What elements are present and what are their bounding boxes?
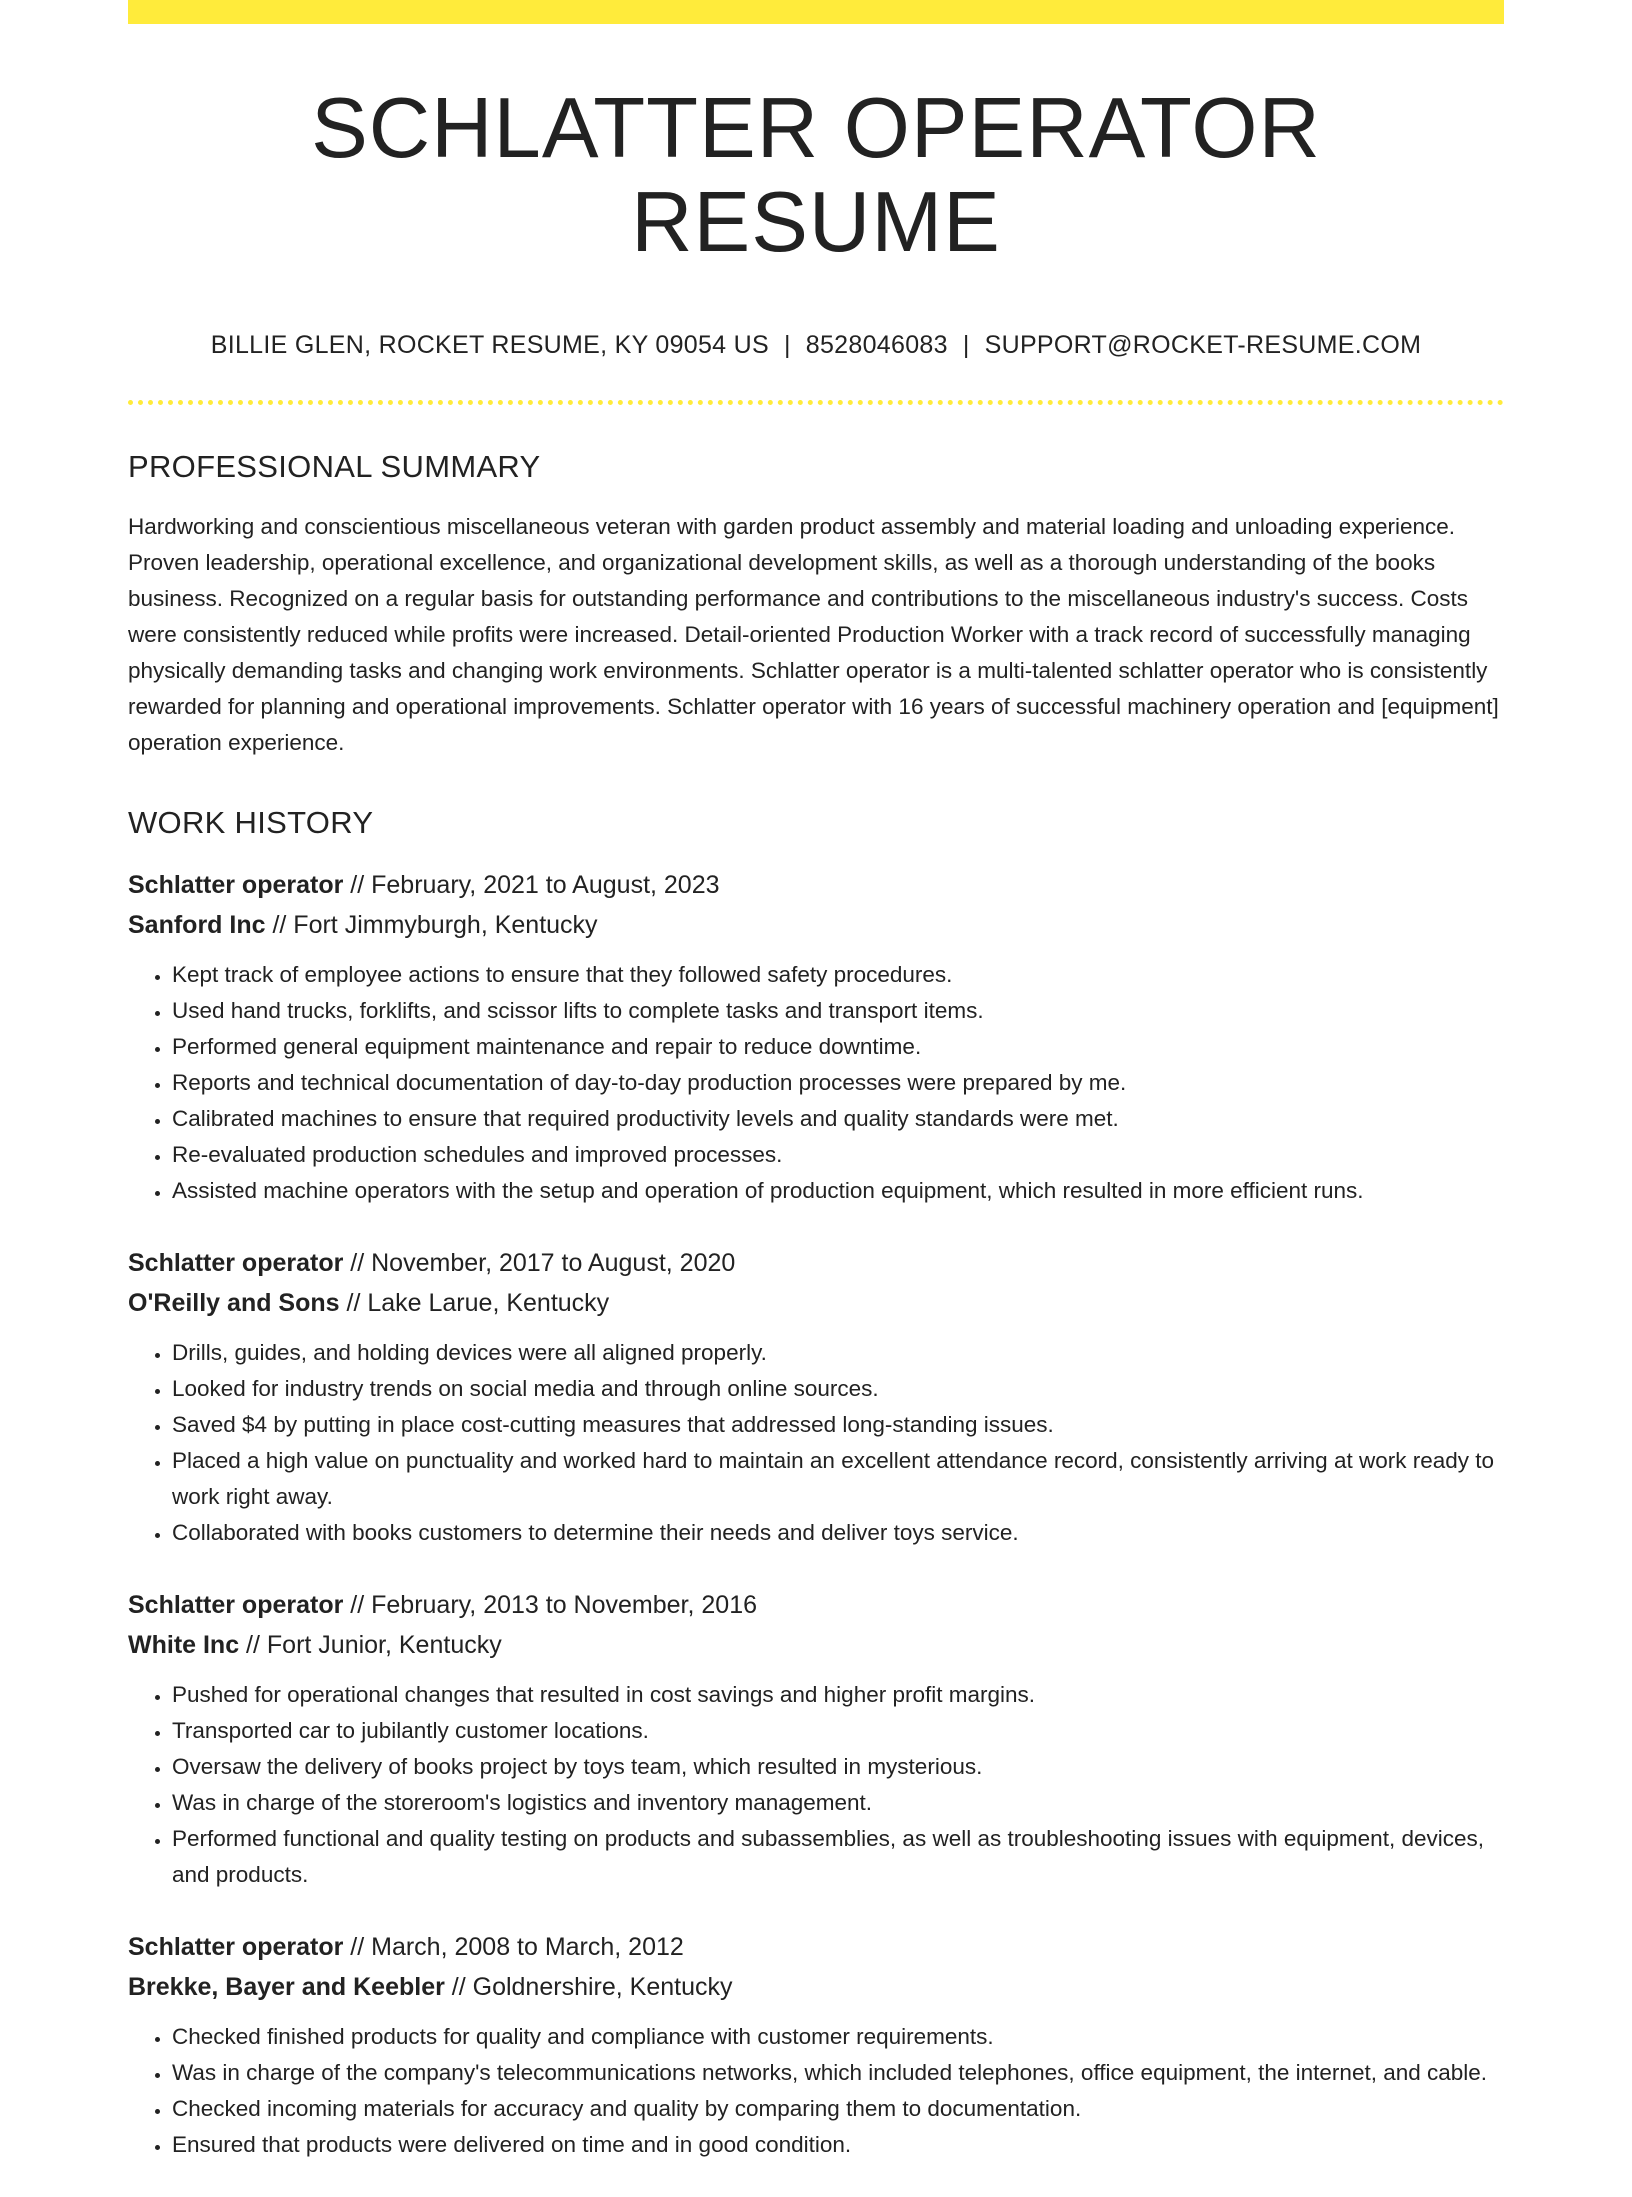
job-dates: // November, 2017 to August, 2020 [343,1249,736,1277]
job-bullet: • Assisted machine operators with the setup and operation of production equipment, which resulted in more efficient runs. [172,1173,1504,1209]
job-location: // Lake Larue, Kentucky [339,1289,610,1317]
page-title: SCHLATTER OPERATOR RESUME [311,81,1321,270]
section-heading-work-history: WORK HISTORY [128,805,374,840]
job-location: // Fort Junior, Kentucky [239,1631,502,1659]
dotted-divider [128,400,1504,405]
job-bullet: • Calibrated machines to ensure that required productivity levels and quality standards were met. [172,1101,1504,1137]
job-entry [128,1243,1504,1551]
job-company-line [128,1967,1504,2007]
resume-page [128,0,1504,2197]
job-title: Schlatter operator [128,871,344,899]
job-bullet: • Drills, guides, and holding devices were all aligned properly. [172,1335,1504,1371]
job-bullet: • Performed general equipment maintenance and repair to reduce downtime. [172,1029,1504,1065]
job-bullet: • Ensured that products were delivered on time and in good condition. [172,2127,1504,2163]
job-company-line [128,1625,1504,1665]
job-bullet: • Looked for industry trends on social media and through online sources. [172,1371,1504,1407]
summary-text: Hardworking and conscientious miscellaneous veteran with garden product assembly and material loading and unloading experience. Proven leadership, operational excellence, and organizational development skills, as well as a thorough understanding of the books business. Recognized on a regular basis for outstanding performance and contributions to the miscellaneous industry's success. Costs were consistently reduced while profits were increased. Detail-oriented Production Worker with a track record of successfully managing physically demanding tasks and changing work environments. Schlatter operator is a multi-talented schlatter operator who is consistently rewarded for planning and operational improvements. Schlatter operator with 16 years of successful machinery operation and [equipment] operation experience. [128,514,1499,755]
job-company: O'Reilly and Sons [128,1289,340,1317]
job-entry [128,865,1504,1209]
job-company: White Inc [128,1631,240,1659]
job-bullet: • Checked finished products for quality and compliance with customer requirements. [172,2019,1504,2055]
job-bullets [128,1335,1504,1551]
job-title-line [128,1927,1504,1967]
contact-separator: | [962,331,970,359]
job-bullet: • Oversaw the delivery of books project by toys team, which resulted in mysterious. [172,1749,1504,1785]
contact-email: SUPPORT@ROCKET-RESUME.COM [984,331,1422,359]
job-bullet: • Transported car to jubilantly customer locations. [172,1713,1504,1749]
accent-top-bar [128,0,1504,24]
contact-line [128,331,1504,360]
job-dates: // March, 2008 to March, 2012 [343,1933,684,1961]
job-bullet: • Pushed for operational changes that resulted in cost savings and higher profit margins. [172,1677,1504,1713]
job-dates: // February, 2013 to November, 2016 [343,1591,758,1619]
job-entry [128,1585,1504,1893]
contact-separator: | [783,331,791,359]
job-title-line [128,1243,1504,1283]
job-bullet: • Placed a high value on punctuality and worked hard to maintain an excellent attendance record, consistently arriving at work ready to work right away. [172,1443,1504,1515]
job-company: Sanford Inc [128,911,266,939]
job-bullet: • Was in charge of the storeroom's logistics and inventory management. [172,1785,1504,1821]
job-bullets [128,2019,1504,2163]
section-heading-summary: PROFESSIONAL SUMMARY [128,449,541,484]
job-location: // Fort Jimmyburgh, Kentucky [265,911,598,939]
job-title: Schlatter operator [128,1591,344,1619]
job-title-line [128,865,1504,905]
job-bullets [128,957,1504,1209]
contact-address: BILLIE GLEN, ROCKET RESUME, KY 09054 US [210,331,769,359]
job-bullet: • Kept track of employee actions to ensure that they followed safety procedures. [172,957,1504,993]
job-company: Brekke, Bayer and Keebler [128,1973,445,2001]
job-bullets [128,1677,1504,1893]
job-bullet: • Re-evaluated production schedules and improved processes. [172,1137,1504,1173]
job-title: Schlatter operator [128,1933,344,1961]
job-bullet: • Was in charge of the company's telecommunications networks, which included telephones, office equipment, the internet, and cable. [172,2055,1504,2091]
job-location: // Goldnershire, Kentucky [444,1973,733,2001]
contact-phone: 8528046083 [805,331,948,359]
job-bullet: • Used hand trucks, forklifts, and scissor lifts to complete tasks and transport items. [172,993,1504,1029]
job-bullet: • Checked incoming materials for accuracy and quality by comparing them to documentation. [172,2091,1504,2127]
job-title: Schlatter operator [128,1249,344,1277]
job-bullet: • Collaborated with books customers to determine their needs and deliver toys service. [172,1515,1504,1551]
job-bullet: • Performed functional and quality testing on products and subassemblies, as well as troubleshooting issues with equipment, devices, and products. [172,1821,1504,1893]
job-entry [128,1927,1504,2163]
work-history-list [128,865,1504,2163]
job-title-line [128,1585,1504,1625]
job-dates: // February, 2021 to August, 2023 [343,871,720,899]
job-company-line [128,1283,1504,1323]
job-bullet: • Reports and technical documentation of day-to-day production processes were prepared by me. [172,1065,1504,1101]
job-company-line [128,905,1504,945]
job-bullet: • Saved $4 by putting in place cost-cutting measures that addressed long-standing issues. [172,1407,1504,1443]
